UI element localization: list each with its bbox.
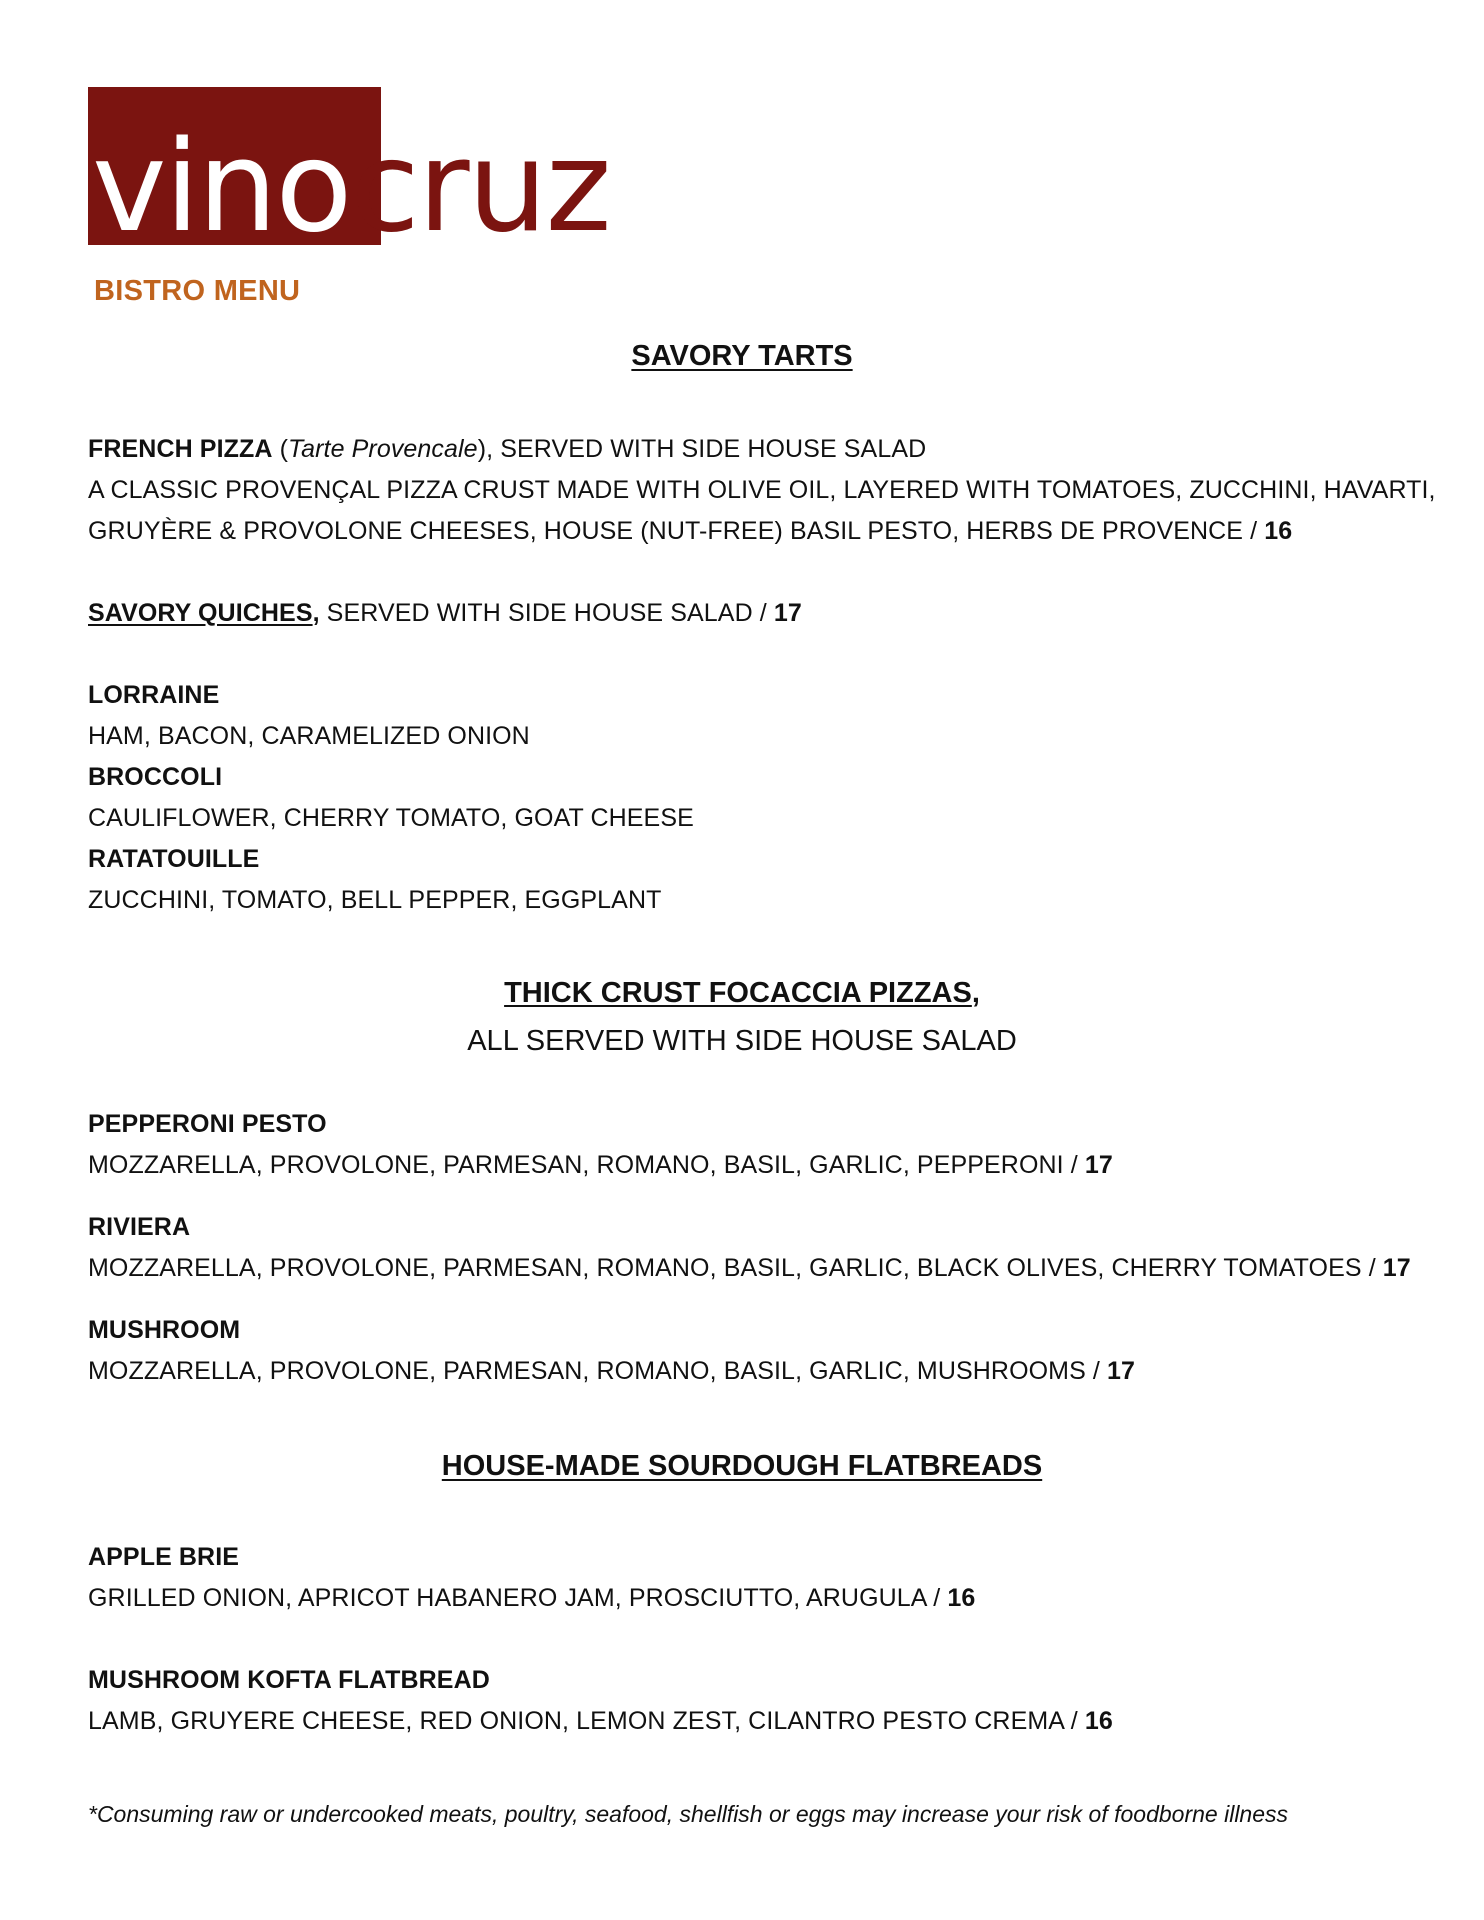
logo-wordmark bbox=[92, 113, 610, 260]
logo-wordmark-vino: vino bbox=[92, 113, 351, 260]
pizza-item-price: 17 bbox=[1382, 1254, 1411, 1282]
focaccia-subtitle: ALL SERVED WITH SIDE HOUSE SALAD bbox=[467, 1025, 1017, 1057]
food-safety-disclaimer: *Consuming raw or undercooked meats, poultry, seafood, shellfish or eggs may increase your risk of foodborne illness bbox=[88, 1801, 1289, 1827]
flatbread-item-price: 16 bbox=[1084, 1707, 1113, 1735]
quiche-item-desc: HAM, BACON, CARAMELIZED ONION bbox=[88, 722, 530, 750]
section-title-savory-tarts: SAVORY TARTS bbox=[631, 340, 853, 372]
french-pizza-subtitle: Tarte Provencale bbox=[288, 435, 478, 463]
vinocruz-logo bbox=[88, 87, 708, 260]
flatbread-item-desc: LAMB, GRUYERE CHEESE, RED ONION, LEMON ZEST, CILANTRO PESTO CREMA / bbox=[88, 1707, 1085, 1735]
pizza-item-desc-line bbox=[88, 1254, 1411, 1283]
quiche-item-name: BROCCOLI bbox=[88, 763, 223, 791]
flatbread-item-name: APPLE BRIE bbox=[88, 1543, 240, 1571]
section-title-focaccia bbox=[0, 977, 1484, 1010]
quiches-note: SERVED WITH SIDE HOUSE SALAD / bbox=[319, 599, 774, 627]
logo-wordmark-cruz: cruz bbox=[350, 113, 610, 260]
french-pizza-open-paren: ( bbox=[272, 435, 289, 463]
quiche-item-name: LORRAINE bbox=[88, 681, 220, 709]
pizza-item-name: PEPPERONI PESTO bbox=[88, 1110, 327, 1138]
pizza-item-desc: MOZZARELLA, PROVOLONE, PARMESAN, ROMANO, BASIL, GARLIC, MUSHROOMS / bbox=[88, 1357, 1108, 1385]
flatbread-item-desc: GRILLED ONION, APRICOT HABANERO JAM, PROSCIUTTO, ARUGULA / bbox=[88, 1584, 948, 1612]
flatbread-item-desc-line bbox=[88, 1707, 1113, 1736]
pizza-item-desc: MOZZARELLA, PROVOLONE, PARMESAN, ROMANO, BASIL, GARLIC, BLACK OLIVES, CHERRY TOMATOES / bbox=[88, 1254, 1383, 1282]
focaccia-title-text: THICK CRUST FOCACCIA PIZZAS bbox=[504, 977, 972, 1009]
quiche-item-desc: CAULIFLOWER, CHERRY TOMATO, GOAT CHEESE bbox=[88, 804, 694, 832]
focaccia-title-comma: , bbox=[971, 977, 980, 1009]
french-pizza-price: 16 bbox=[1264, 517, 1293, 545]
section-title-flatbreads: HOUSE-MADE SOURDOUGH FLATBREADS bbox=[441, 1450, 1043, 1482]
pizza-item-price: 17 bbox=[1107, 1357, 1136, 1385]
french-pizza-desc-text: GRUYÈRE & PROVOLONE CHEESES, HOUSE (NUT-FREE) BASIL PESTO, HERBS DE PROVENCE / bbox=[88, 517, 1265, 545]
flatbread-item-name: MUSHROOM KOFTA FLATBREAD bbox=[88, 1666, 490, 1694]
flatbread-item-desc-line bbox=[88, 1584, 975, 1613]
quiches-heading-comma: , bbox=[312, 599, 320, 627]
pizza-item-name: RIVIERA bbox=[88, 1213, 191, 1241]
pizza-item-desc-line bbox=[88, 1151, 1113, 1180]
french-pizza-desc-line-1: A CLASSIC PROVENÇAL PIZZA CRUST MADE WITH OLIVE OIL, LAYERED WITH TOMATOES, ZUCCHINI, HAVARTI, bbox=[88, 476, 1436, 504]
pizza-item-name: MUSHROOM bbox=[88, 1316, 241, 1344]
menu-label: BISTRO MENU bbox=[94, 275, 301, 307]
french-pizza-title-line bbox=[88, 435, 926, 464]
quiches-heading-line bbox=[88, 599, 802, 628]
french-pizza-note: ), SERVED WITH SIDE HOUSE SALAD bbox=[477, 435, 927, 463]
pizza-item-desc: MOZZARELLA, PROVOLONE, PARMESAN, ROMANO, BASIL, GARLIC, PEPPERONI / bbox=[88, 1151, 1085, 1179]
quiche-item-name: RATATOUILLE bbox=[88, 845, 260, 873]
pizza-item-desc-line bbox=[88, 1357, 1135, 1386]
flatbread-item-price: 16 bbox=[947, 1584, 976, 1612]
french-pizza-desc-line-2 bbox=[88, 517, 1292, 546]
pizza-item-price: 17 bbox=[1084, 1151, 1113, 1179]
quiches-price: 17 bbox=[773, 599, 802, 627]
quiche-item-desc: ZUCCHINI, TOMATO, BELL PEPPER, EGGPLANT bbox=[88, 886, 662, 914]
quiches-heading: SAVORY QUICHES bbox=[88, 599, 313, 627]
french-pizza-name: FRENCH PIZZA bbox=[88, 435, 273, 463]
